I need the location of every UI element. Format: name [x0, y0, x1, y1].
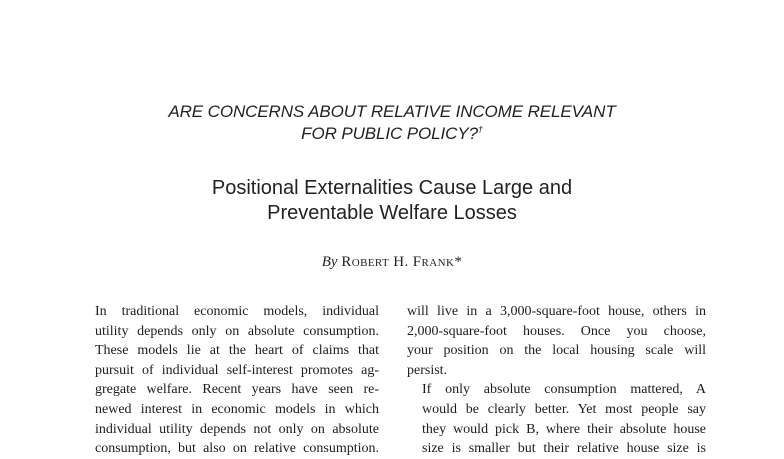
paper-title-line-1: Positional Externalities Cause Large and	[211, 177, 573, 199]
paragraph	[80, 302, 379, 459]
text-line: These models lie at the heart of claims that	[95, 343, 379, 359]
text-line: they would pick B, where their absolute house	[422, 421, 706, 437]
text-line: 2,000-square-foot houses. Once you choose,	[407, 323, 706, 339]
session-title-line-2-text: FOR PUBLIC POLICY?	[301, 124, 478, 143]
text-line: size is smaller but their relative house size is	[422, 441, 706, 457]
right-column	[407, 302, 706, 459]
text-line: gregate welfare. Recent years have seen re-	[95, 382, 379, 398]
text-line: utility depends only on absolute consumption.	[95, 323, 379, 339]
author-name: Robert H. Frank*	[341, 254, 463, 270]
text-line: will live in a 3,000-square-foot house, others in	[407, 304, 706, 319]
text-line: would be clearly better. Yet most people say	[422, 401, 706, 417]
text-line: individual utility depends not only on absolute	[95, 421, 379, 437]
text-line: consumption, but also on relative consumption.	[95, 441, 379, 457]
left-column	[80, 302, 379, 459]
paragraph	[407, 302, 706, 380]
footnote-mark: †	[477, 124, 483, 135]
byline-by: By	[321, 254, 338, 270]
session-title-line-1: ARE CONCERNS ABOUT RELATIVE INCOME RELEVANT	[168, 102, 616, 121]
text-line: newed interest in economic models in which	[95, 401, 379, 417]
text-line: If only absolute consumption mattered, A	[422, 382, 706, 398]
text-line: your position on the local housing scale will	[407, 343, 706, 359]
text-line: persist.	[407, 362, 448, 378]
paper-title-line-2: Preventable Welfare Losses	[267, 202, 517, 224]
paragraph	[407, 380, 706, 458]
text-line: In traditional economic models, individual	[95, 304, 379, 319]
session-title	[0, 101, 784, 145]
byline	[0, 252, 784, 272]
paper-title	[0, 176, 784, 226]
session-title-line-2	[0, 123, 784, 145]
text-line: pursuit of individual self-interest promotes ag-	[95, 362, 379, 378]
